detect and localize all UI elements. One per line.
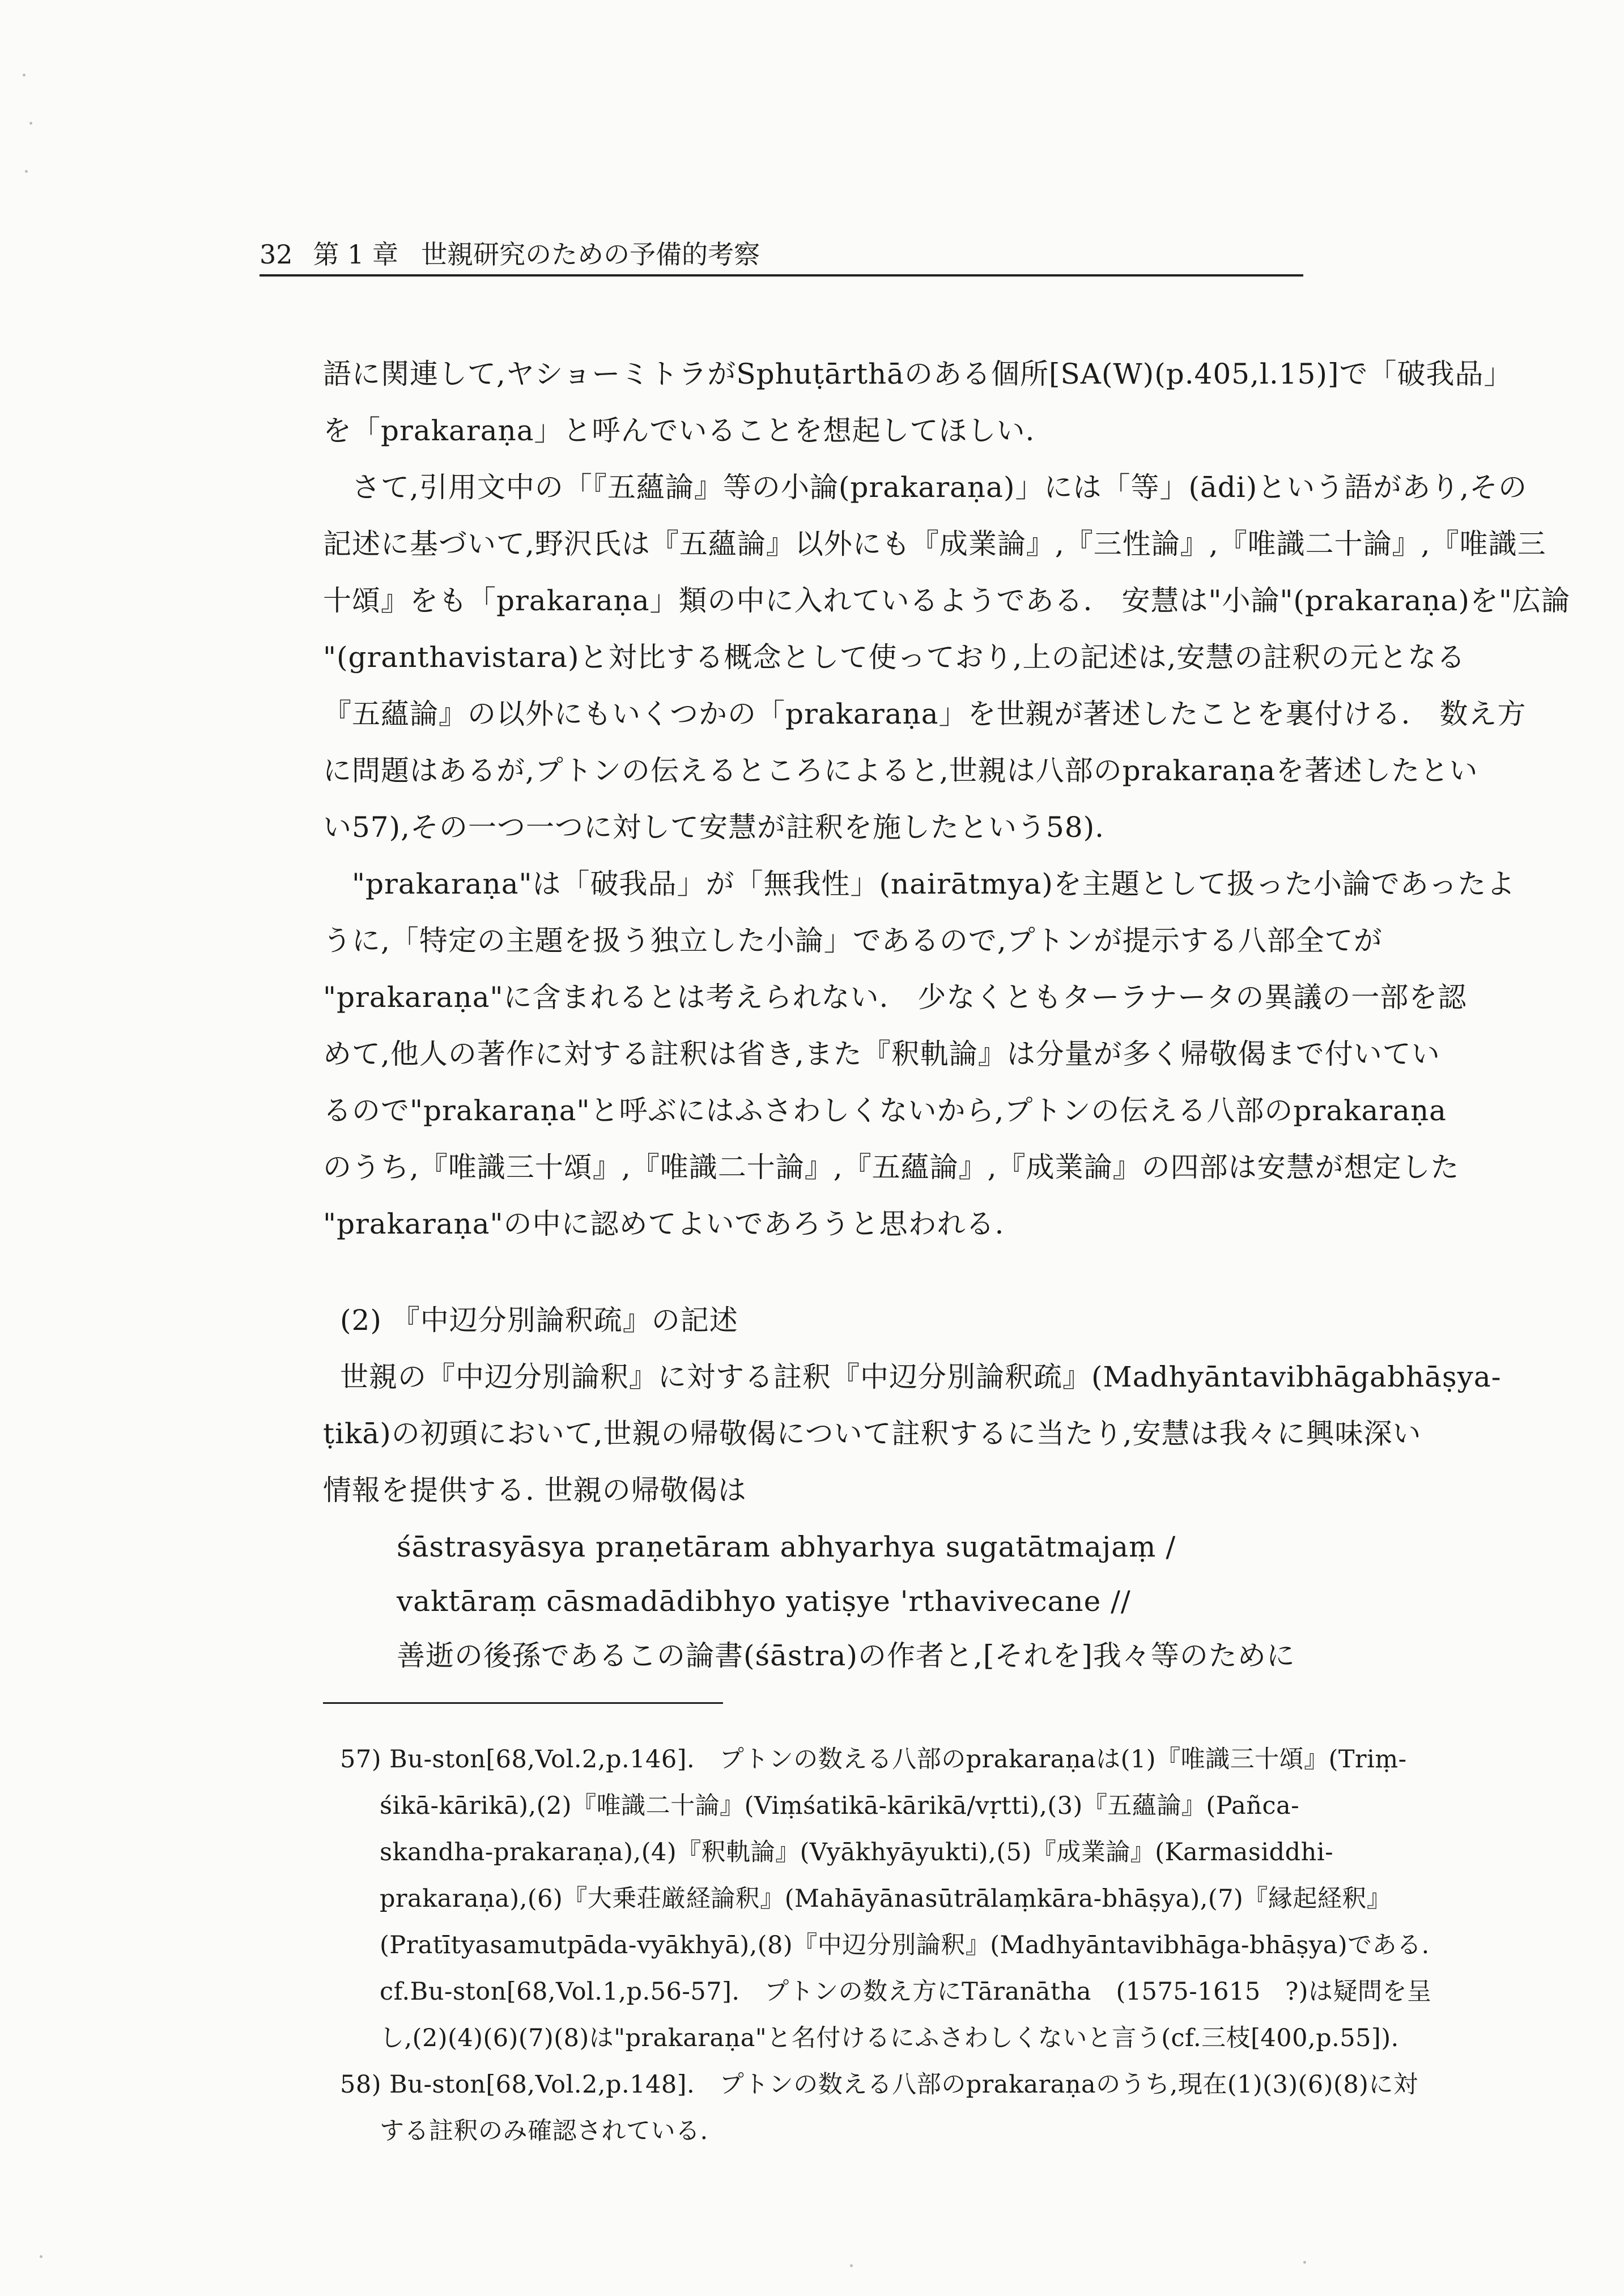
scan-speck <box>850 2264 853 2267</box>
body-line: さて,引用文中の「『五蘊論』等の小論(prakaraṇa)」には「等」(ādi)という語があり,その <box>323 471 1528 504</box>
running-header <box>260 237 1303 277</box>
verse-line: śāstrasyāsya praṇetāram abhyarhya sugatātmajaṃ / <box>397 1530 1176 1563</box>
footnote-rule <box>323 1702 723 1704</box>
body-line: い57),その一つ一つに対して安慧が註釈を施したという58). <box>323 811 1105 844</box>
body-line: "(granthavistara)と対比する概念として使っており,上の記述は,安慧の註釈の元となる <box>323 641 1466 674</box>
body-line: 語に関連して,ヤショーミトラがSphuṭārthāのある個所[SA(W)(p.405,l.15)]で「破我品」 <box>323 358 1513 390</box>
body-line: うに,「特定の主題を扱う独立した小論」であるので,プトンが提示する八部全てが <box>323 924 1383 957</box>
scan-speck <box>1303 2261 1306 2264</box>
verse-line: vaktāraṃ cāsmadādibhyo yatiṣye 'rthavivecane // <box>397 1585 1131 1618</box>
section-heading: (2) 『中辺分別論釈疏』の記述 <box>340 1304 738 1337</box>
body-line: 『五蘊論』の以外にもいくつかの「prakaraṇa」を世親が著述したことを裏付ける. 数え方 <box>323 698 1527 730</box>
scan-speck <box>29 122 32 125</box>
section-line: 世親の『中辺分別論釈』に対する註釈『中辺分別論釈疏』(Madhyāntavibhāgabhāṣya- <box>340 1360 1502 1393</box>
footnote-line: 57) Bu-ston[68,Vol.2,p.146]. プトンの数える八部のprakaraṇaは(1)『唯識三十頌』(Triṃ- <box>340 1745 1407 1774</box>
chapter-title: 世親研究のための予備的考察 <box>421 239 760 270</box>
body-line: "prakaraṇa"の中に認めてよいであろうと思われる. <box>323 1207 1005 1240</box>
body-line: 十頌』をも「prakaraṇa」類の中に入れているようである. 安慧は"小論"(prakaraṇa)を"広論 <box>323 584 1570 617</box>
scan-speck <box>23 74 25 76</box>
footnote-line: cf.Bu-ston[68,Vol.1,p.56-57]. プトンの数え方にTāranātha (1575-1615 ?)は疑問を呈 <box>380 1978 1432 2006</box>
footnote-line: する註釈のみ確認されている. <box>380 2117 708 2145</box>
body-line: に問題はあるが,プトンの伝えるところによると,世親は八部のprakaraṇaを著述したとい <box>323 754 1478 787</box>
scan-speck <box>25 170 28 173</box>
footnote-line: (Pratītyasamutpāda-vyākhyā),(8)『中辺分別論釈』(Madhyāntavibhāga-bhāṣya)である. <box>380 1931 1430 1959</box>
footnote-line: し,(2)(4)(6)(7)(8)は"prakaraṇa"と名付けるにふさわしくないと言う(cf.三枝[400,p.55]). <box>380 2024 1399 2052</box>
body-line: のうち,『唯識三十頌』,『唯識二十論』,『五蘊論』,『成業論』の四部は安慧が想定した <box>323 1151 1460 1184</box>
footnote-line: prakaraṇa),(6)『大乗荘厳経論釈』(Mahāyānasūtrālaṃkāra-bhāṣya),(7)『縁起経釈』 <box>380 1885 1392 1913</box>
footnote-line: śikā-kārikā),(2)『唯識二十論』(Viṃśatikā-kārikā/vṛtti),(3)『五蘊論』(Pañca- <box>380 1792 1300 1820</box>
verse-line: 善逝の後孫であるこの論書(śāstra)の作者と,[それを]我々等のために <box>397 1639 1295 1672</box>
body-line: を「prakaraṇa」と呼んでいることを想起してほしい. <box>323 414 1035 447</box>
body-line: るので"prakaraṇa"と呼ぶにはふさわしくないから,プトンの伝える八部のprakaraṇa <box>323 1094 1447 1127</box>
scan-speck <box>40 2255 42 2258</box>
body-line: "prakaraṇa"は「破我品」が「無我性」(nairātmya)を主題として扱った小論であったよ <box>323 868 1516 900</box>
body-line: "prakaraṇa"に含まれるとは考えられない. 少なくともターラナータの異議の一部を認 <box>323 981 1467 1014</box>
section-line: 情報を提供する. 世親の帰敬偈は <box>323 1474 747 1507</box>
footnote-line: 58) Bu-ston[68,Vol.2,p.148]. プトンの数える八部のprakaraṇaのうち,現在(1)(3)(6)(8)に対 <box>340 2070 1418 2099</box>
footnote-line: skandha-prakaraṇa),(4)『釈軌論』(Vyākhyāyukti),(5)『成業論』(Karmasiddhi- <box>380 1838 1334 1866</box>
body-line: 記述に基づいて,野沢氏は『五蘊論』以外にも『成業論』,『三性論』,『唯識二十論』,『唯識三 <box>323 528 1546 560</box>
body-line: めて,他人の著作に対する註釈は省き,また『釈軌論』は分量が多く帰敬偈まで付いてい <box>323 1038 1440 1070</box>
section-line: ṭikā)の初頭において,世親の帰敬偈について註釈するに当たり,安慧は我々に興味深い <box>323 1417 1422 1450</box>
page-number: 32 <box>260 239 293 270</box>
chapter-label: 第 1 章 <box>313 239 399 270</box>
